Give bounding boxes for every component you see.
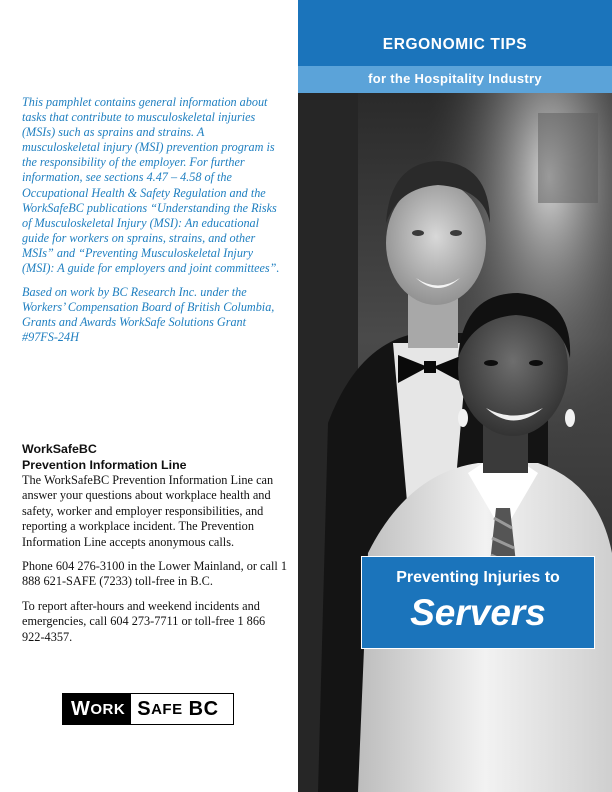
after-hours-paragraph: To report after-hours and weekend incidents and emergencies, call 604 273-7711 or toll-free 1 866 922-4357.	[22, 598, 266, 644]
title-box-line2: Servers	[410, 592, 546, 633]
info-paragraph: The WorkSafeBC Prevention Information Line can answer your questions about workplace health and safety, worker and employer responsibilities, and reporting a workplace incident. The Prevention Information Line accepts anonymous calls.	[22, 473, 274, 549]
logo-work: W ORK	[63, 694, 131, 724]
info-heading-org: WorkSafeBC	[22, 442, 97, 456]
phone-paragraph: Phone 604 276-3100 in the Lower Mainland, or call 1 888 621-SAFE (7233) toll-free in B.C.	[22, 559, 288, 589]
prevention-info-section	[22, 442, 290, 645]
logo-safe-bc: S AFE BC	[131, 694, 224, 724]
credit-paragraph: Based on work by BC Research Inc. under the Workers’ Compensation Board of British Columbia, Grants and Awards WorkSafe Solutions Grant #97FS-24H	[22, 285, 275, 345]
cover-title-box	[361, 556, 595, 649]
servers-photo	[298, 93, 612, 792]
title-bar	[298, 0, 612, 66]
cover-title: ERGONOMIC TIPS	[382, 36, 528, 53]
subtitle-bar	[298, 66, 612, 93]
title-box-line1: Preventing Injuries to	[396, 569, 560, 586]
back-panel	[0, 0, 298, 792]
cover-panel	[298, 0, 612, 792]
worksafebc-logo	[62, 693, 234, 725]
intro-text	[22, 95, 284, 346]
intro-paragraph: This pamphlet contains general information about tasks that contribute to musculoskeletal injuries (MSIs) such as sprains and strains. A musculoskeletal injury (MSI) prevention program is the responsibility of the employer. For further information, see sections 4.47 – 4.58 of the Occupational Health & Safety Regulation and the WorkSafeBC publications “Understanding the Risks of Musculoskeletal Injury (MSI): An educational guide for workers on sprains, strains, and other MSIs” and “Preventing Musculoskeletal Injury (MSI): A guide for employers and joint committees”.	[22, 95, 280, 276]
cover-subtitle: for the Hospitality Industry	[368, 71, 542, 86]
info-heading-line: Prevention Information Line	[22, 457, 187, 472]
